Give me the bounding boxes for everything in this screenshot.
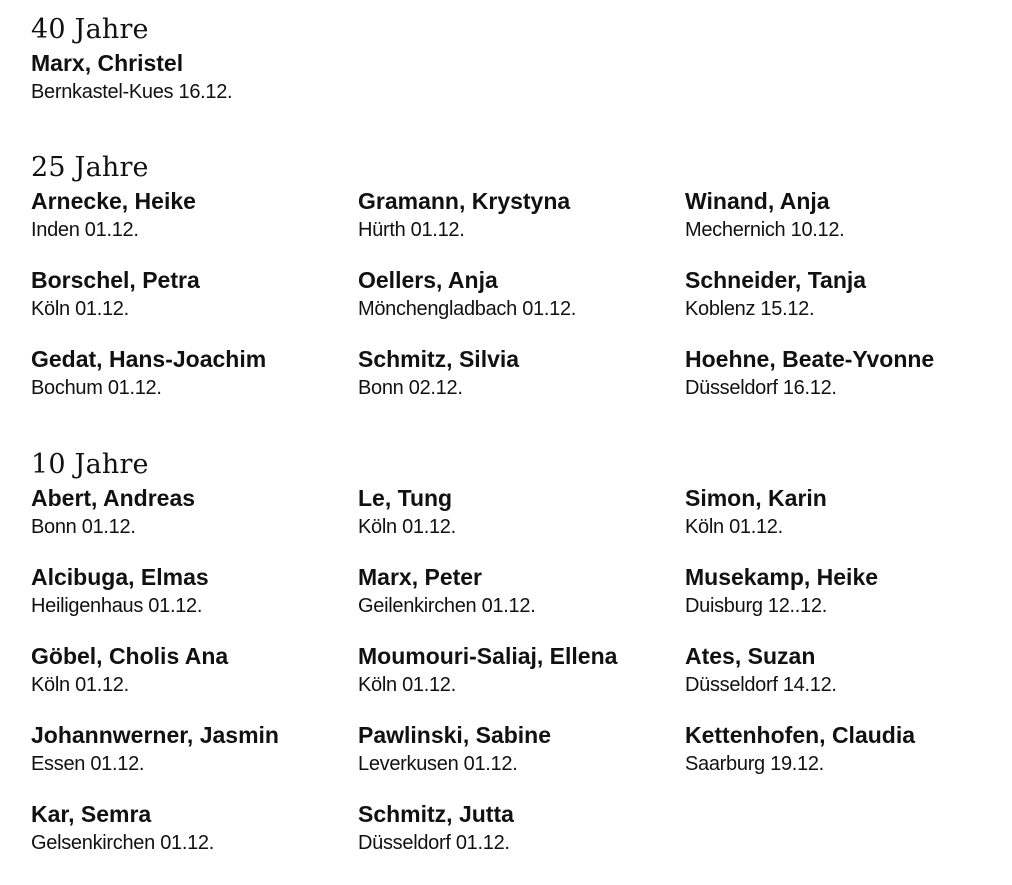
list-item [31, 265, 358, 344]
place-date: Köln 01.12. [31, 298, 129, 320]
section-10-jahre [31, 447, 991, 878]
person-name: Göbel, Cholis Ana [31, 643, 229, 669]
person-name: Schmitz, Silvia [358, 346, 520, 372]
entries-grid [31, 48, 991, 127]
place-date: Inden 01.12. [31, 219, 139, 241]
list-item [31, 641, 358, 720]
section-title: 10 Jahre [31, 449, 149, 480]
list-item [31, 562, 358, 641]
section-25-jahre [31, 150, 991, 447]
place-date: Köln 01.12. [358, 516, 456, 538]
entries-grid [31, 483, 991, 878]
place-date: Gelsenkirchen 01.12. [31, 832, 215, 854]
list-item [358, 720, 685, 799]
entries-grid [31, 186, 991, 423]
person-name: Borschel, Petra [31, 267, 200, 293]
place-date: Mönchengladbach 01.12. [358, 298, 577, 320]
person-name: Simon, Karin [685, 485, 827, 511]
place-date: Köln 01.12. [31, 674, 129, 696]
place-date: Bochum 01.12. [31, 377, 162, 399]
person-name: Musekamp, Heike [685, 564, 879, 590]
place-date: Heiligenhaus 01.12. [31, 595, 203, 617]
list-item [358, 799, 685, 878]
list-item [358, 641, 685, 720]
person-name: Marx, Christel [31, 50, 184, 76]
section-title: 40 Jahre [31, 14, 149, 45]
list-item [358, 483, 685, 562]
list-item [31, 799, 358, 878]
place-date: Hürth 01.12. [358, 219, 465, 241]
place-date: Saarburg 19.12. [685, 753, 824, 775]
place-date: Bonn 02.12. [358, 377, 463, 399]
list-item [685, 483, 991, 562]
list-item [31, 48, 358, 127]
place-date: Köln 01.12. [685, 516, 783, 538]
place-date: Düsseldorf 14.12. [685, 674, 837, 696]
list-item [31, 483, 358, 562]
person-name: Ates, Suzan [685, 643, 816, 669]
list-item [685, 265, 991, 344]
list-item [358, 265, 685, 344]
place-date: Düsseldorf 01.12. [358, 832, 510, 854]
place-date: Koblenz 15.12. [685, 298, 815, 320]
place-date: Köln 01.12. [358, 674, 456, 696]
person-name: Gedat, Hans-Joachim [31, 346, 267, 372]
person-name: Marx, Peter [358, 564, 483, 590]
person-name: Alcibuga, Elmas [31, 564, 209, 590]
anniversary-list [31, 12, 991, 878]
place-date: Bonn 01.12. [31, 516, 136, 538]
list-item [358, 344, 685, 423]
person-name: Winand, Anja [685, 188, 830, 214]
person-name: Schmitz, Jutta [358, 801, 514, 827]
list-item [31, 186, 358, 265]
list-item [31, 720, 358, 799]
person-name: Moumouri-Saliaj, Ellena [358, 643, 618, 669]
person-name: Kar, Semra [31, 801, 152, 827]
person-name: Arnecke, Heike [31, 188, 196, 214]
person-name: Abert, Andreas [31, 485, 196, 511]
place-date: Düsseldorf 16.12. [685, 377, 837, 399]
list-item [685, 641, 991, 720]
place-date: Essen 01.12. [31, 753, 145, 775]
list-item [685, 720, 991, 799]
place-date: Duisburg 12..12. [685, 595, 827, 617]
person-name: Oellers, Anja [358, 267, 498, 293]
list-item [685, 186, 991, 265]
person-name: Gramann, Krystyna [358, 188, 571, 214]
place-date: Mechernich 10.12. [685, 219, 845, 241]
person-name: Schneider, Tanja [685, 267, 867, 293]
section-title: 25 Jahre [31, 152, 149, 183]
place-date: Bernkastel-Kues 16.12. [31, 81, 233, 103]
place-date: Geilenkirchen 01.12. [358, 595, 536, 617]
person-name: Hoehne, Beate-Yvonne [685, 346, 935, 372]
list-item [685, 344, 991, 423]
person-name: Pawlinski, Sabine [358, 722, 552, 748]
list-item [685, 562, 991, 641]
list-item [31, 344, 358, 423]
section-40-jahre [31, 12, 991, 150]
place-date: Leverkusen 01.12. [358, 753, 518, 775]
person-name: Johannwerner, Jasmin [31, 722, 279, 748]
list-item [358, 562, 685, 641]
list-item [358, 186, 685, 265]
person-name: Le, Tung [358, 485, 453, 511]
person-name: Kettenhofen, Claudia [685, 722, 916, 748]
